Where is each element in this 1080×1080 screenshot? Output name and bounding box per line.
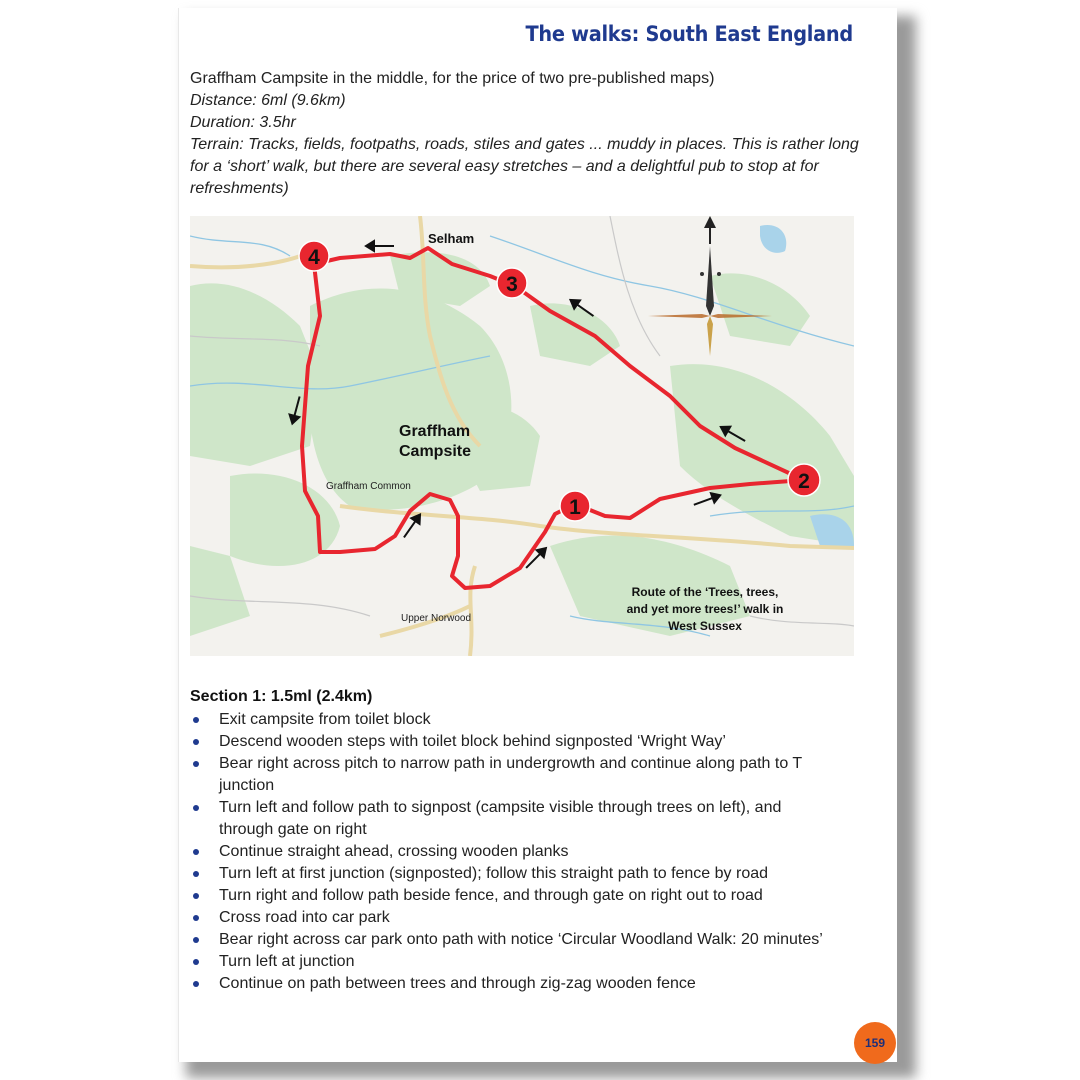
walk-distance: Distance: 6ml (9.6km) [190, 92, 346, 109]
waypoint-label: 2 [798, 470, 810, 493]
place-label-selham: Selham [428, 231, 475, 246]
place-label-graffham-common: Graffham Common [326, 481, 411, 492]
section-title: Section 1: 1.5ml (2.4km) [190, 688, 373, 705]
waypoint-marker [497, 268, 527, 298]
campsite-label-line: Campsite [399, 443, 472, 460]
list-item: Bear right across pitch to narrow path in undergrowth and continue along path to T junction [190, 753, 830, 797]
list-item: Bear right across car park onto path with notice ‘Circular Woodland Walk: 20 minutes’ [190, 929, 830, 951]
map-caption-line: West Sussex [668, 619, 742, 633]
list-item: Descend wooden steps with toilet block behind signposted ‘Wright Way’ [190, 731, 830, 753]
list-item: Turn right and follow path beside fence, and through gate on right out to road [190, 885, 830, 907]
list-item: Turn left and follow path to signpost (campsite visible through trees on left), and through gate on right [190, 797, 830, 841]
list-item: Cross road into car park [190, 907, 830, 929]
list-item: Continue on path between trees and through zig-zag wooden fence [190, 973, 830, 995]
book-page [178, 8, 897, 1062]
section-steps-list [190, 709, 830, 995]
map-caption [600, 584, 810, 635]
page-header-title: The walks: South East England [525, 22, 853, 46]
list-item: Turn left at junction [190, 951, 830, 973]
map-caption-line: Route of the ‘Trees, trees, [631, 585, 779, 599]
list-item: Exit campsite from toilet block [190, 709, 830, 731]
walk-terrain: Terrain: Tracks, fields, footpaths, roads, stiles and gates ... muddy in places. This is rather long for a ‘short’ walk, but there are several easy stretches – and a delightful pub to stop at for refreshments) [190, 136, 859, 197]
place-label-campsite [399, 422, 471, 462]
waypoint-marker [560, 491, 590, 521]
waypoint-label: 3 [506, 273, 518, 296]
map-caption-line: and yet more trees!’ walk in [626, 602, 784, 616]
page-number-badge: 159 [854, 1022, 896, 1064]
intro-line: Graffham Campsite in the middle, for the price of two pre-published maps) [190, 70, 715, 87]
place-label-upper-norwood: Upper Norwood [401, 613, 472, 624]
waypoint-label: 4 [308, 246, 320, 269]
walk-intro [190, 68, 870, 200]
walk-duration: Duration: 3.5hr [190, 114, 296, 131]
route-map [190, 216, 854, 656]
list-item: Turn left at first junction (signposted); follow this straight path to fence by road [190, 863, 830, 885]
waypoint-marker [299, 241, 329, 271]
campsite-label-line: Graffham [399, 423, 471, 440]
waypoint-label: 1 [569, 496, 581, 519]
list-item: Continue straight ahead, crossing wooden planks [190, 841, 830, 863]
waypoint-marker [788, 464, 820, 496]
